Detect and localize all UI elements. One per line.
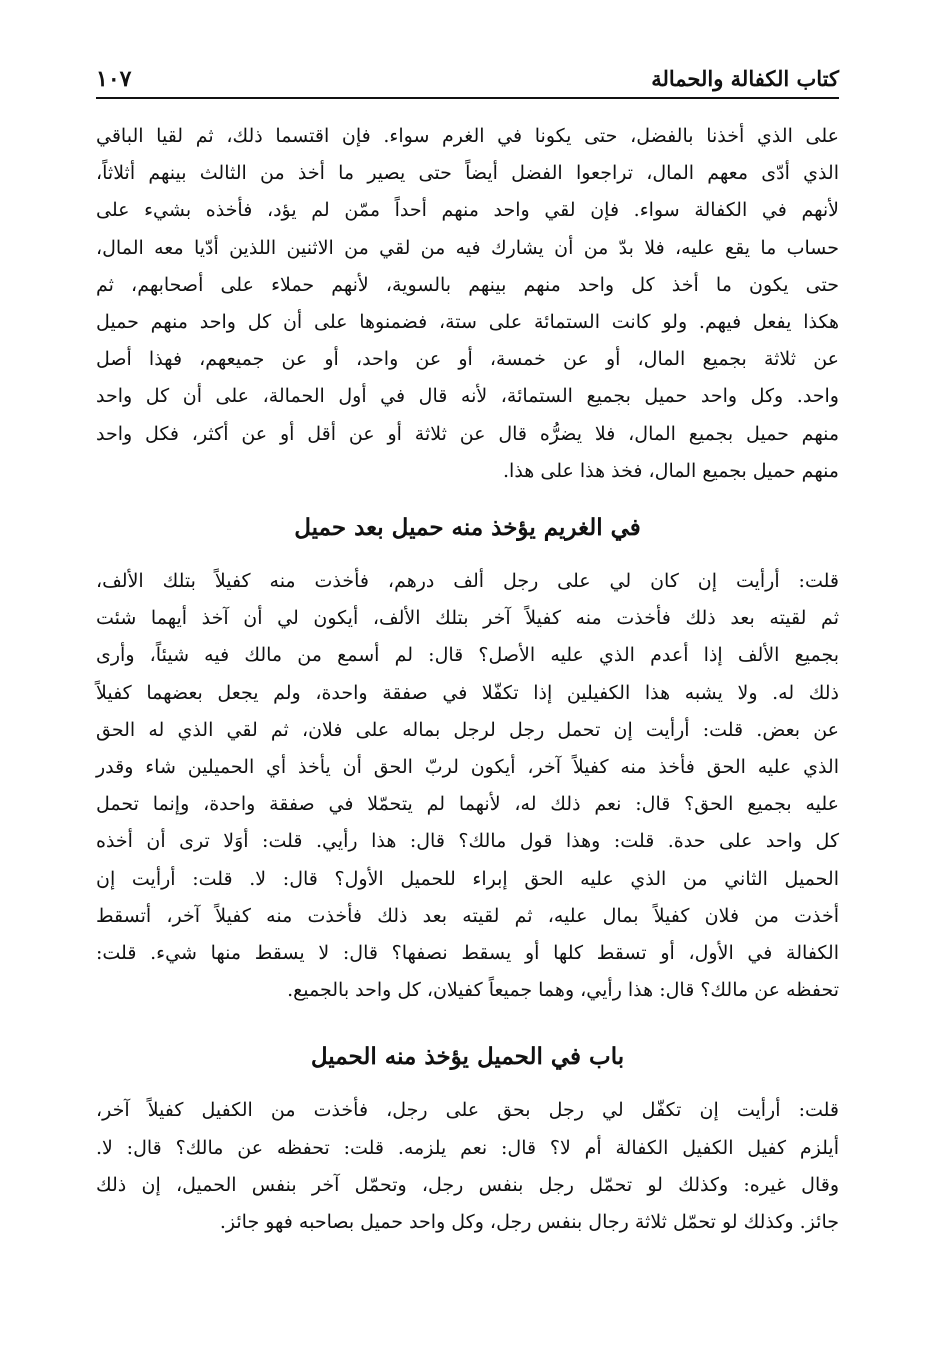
text-line: عن بعض. قلت: أرأيت إن تحمل رجل لرجل بماله على فلان، ثم لقي الذي له الحق: [96, 718, 839, 741]
section-heading-guarantor-of-guarantor: باب في الحميل يؤخذ منه الحميل: [310, 1043, 625, 1071]
text-line: عن ثلاثة بجميع المال، أو عن خمسة، أو عن واحد، أو عن جميعهم، فهذا أصل: [96, 348, 839, 371]
text-line: واحد. وكل واحد حميل بجميع الستمائة، لأنه قال في أول الحمالة، على أن كل واحد: [96, 385, 839, 408]
text-line: الذي عليه الحق فأخذ منه كفيلاً آخر، أيكون لربّ الحق أن يأخذ أي الحميلين شاء وقدر: [96, 756, 839, 779]
page-body: [96, 118, 839, 1241]
paragraph-guarantor-of-guarantor: [96, 1092, 839, 1241]
text-line: منهم حميل بجميع المال، فخذ هذا على هذا.: [503, 459, 839, 482]
running-title: كتاب الكفالة والحمالة: [651, 66, 839, 91]
section-heading-guarantor-after-guarantor: في الغريم يؤخذ منه حميل بعد حميل: [294, 514, 641, 542]
running-header: [96, 64, 839, 98]
text-line: هكذا يفعل فيهم. ولو كانت الستمائة على ستة، فضمنوها على أن كل واحد منهم حميل: [96, 311, 839, 334]
text-line: منهم حميل بجميع المال، فلا يضرُّه قال عن ثلاثة أو عن أقل أو عن أكثر، فكل واحد: [96, 422, 839, 445]
text-line: على الذي أخذنا بالفضل، حتى يكونا في الغرم سواء. فإن اقتسما ذلك، ثم لقيا الباقي: [96, 125, 839, 147]
text-line: حتى يكون ما أخذ كل واحد منهم بينهم بالسوية، لأنهم حملاء على أصحابهم، ثم: [96, 273, 839, 296]
paragraph-continuation: [96, 118, 839, 490]
text-line: تحفظه عن مالك؟ قال: هذا رأيي، وهما جميعاً كفيلان، كل واحد بالجميع.: [287, 979, 839, 1002]
header-rule: [96, 97, 839, 99]
text-line: الذي أدّى معهم المال، تراجعوا الفضل أيضاً حتى يصير ما أخذ من الثالث بينهم أثلاثاً،: [96, 162, 839, 185]
text-line: لأنهم في الكفالة سواء. فإن لقي واحد منهم أحداً ممّن لم يؤد، فأخذه بشيء على: [96, 199, 839, 222]
text-line: حساب ما يقع عليه، فلا بدّ من أن يشارك فيه من لقي من الاثنين اللذين أدّيا معه المال،: [96, 236, 839, 259]
text-line: قلت: أرأيت إن تكفّل لي رجل بحق على رجل، فأخذت من الكفيل كفيلاً آخر،: [96, 1099, 839, 1122]
text-line: الحميل الثاني من الذي عليه الحق إبراء للحميل الأول؟ قال: لا. قلت: أرأيت إن: [96, 867, 839, 890]
text-line: أخذت من فلان كفيلاً بمال عليه، ثم لقيته بعد ذلك فأخذت منه كفيلاً آخر، أتسقط: [96, 904, 839, 927]
text-line: قلت: أرأيت إن كان لي على رجل ألف درهم، فأخذت منه كفيلاً بتلك الألف،: [96, 570, 839, 593]
text-line: بجميع الألف إذا أعدم الذي عليه الأصل؟ قال: لم أسمع من مالك فيه شيئاً، وأرى: [96, 644, 839, 667]
text-line: عليه بجميع الحق؟ قال: نعم ذلك له، لأنهما لم يتحمّلا في صفقة واحدة، وإنما تحمل: [96, 793, 839, 816]
text-line: أيلزم كفيل الكفيل الكفالة أم لا؟ قال: نعم يلزمه. قلت: تحفظه عن مالك؟ قال: لا.: [96, 1136, 839, 1159]
paragraph-guarantor-after-guarantor: [96, 563, 839, 1009]
text-line: ثم لقيته بعد ذلك فأخذت منه كفيلاً آخر بتلك الألف، أيكون لي أن آخذ أيهما شئت: [96, 607, 839, 630]
text-line: الكفالة في الأول، أو تسقط كلها أو يسقط نصفها؟ قال: لا يسقط منها شيء. قلت:: [96, 942, 839, 965]
text-line: ذلك له. ولا يشبه هذا الكفيلين إذا تكفّلا في صفقة واحدة، ولم يجعل بعضهما كفيلاً: [96, 681, 839, 704]
page-number: ١٠٧: [96, 66, 132, 92]
text-line: جائز. وكذلك لو تحمّل ثلاثة رجال بنفس رجل، وكل واحد حميل بصاحبه فهو جائز.: [219, 1211, 839, 1234]
text-line: وقال غيره: وكذلك لو تحمّل رجل بنفس رجل، وتحمّل آخر بنفس الحميل، إن ذلك: [96, 1173, 839, 1196]
text-line: كل واحد على حدة. قلت: وهذا قول مالك؟ قال: هذا رأيي. قلت: أوَلا ترى أن أخذه: [96, 830, 839, 853]
